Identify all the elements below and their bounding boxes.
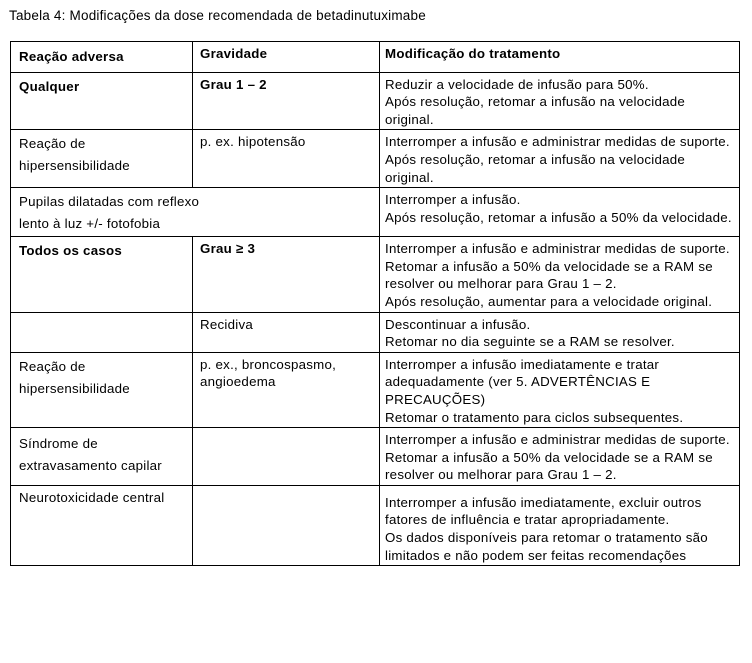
severity-cell: p. ex., broncospasmo, angioedema [193, 352, 380, 427]
modification-line: Retomar o tratamento para ciclos subsequentes. [385, 409, 684, 425]
table-row [11, 485, 740, 565]
table-row [11, 237, 740, 312]
modification-line: Interromper a infusão e administrar medidas de suporte. [385, 432, 730, 448]
modification-line: Retomar no dia seguinte se a RAM se resolver. [385, 334, 675, 350]
modification-line: Interromper a infusão. [385, 192, 521, 208]
modification-cell [380, 428, 740, 486]
modification-line: Após resolução, retomar a infusão a 50% da velocidade. [385, 209, 732, 225]
reaction-cell: Síndrome de extravasamento capilar [11, 428, 193, 486]
modification-line: Após resolução, retomar a infusão na velocidade original. [385, 94, 686, 127]
reaction-cell: Reação de hipersensibilidade [11, 352, 193, 427]
table-header-row [11, 42, 740, 73]
severity-cell: Grau ≥ 3 [193, 237, 380, 312]
modification-cell [380, 237, 740, 312]
severity-cell: Recidiva [193, 312, 380, 352]
modification-line: Após resolução, retomar a infusão na velocidade original. [385, 151, 686, 185]
modification-cell [380, 72, 740, 130]
reaction-cell: Pupilas dilatadas com reflexo lento à luz +/- fotofobia [11, 188, 380, 237]
modification-line: Interromper a infusão e administrar medidas de suporte. [385, 241, 730, 257]
severity-cell [193, 428, 380, 486]
table-row [11, 72, 740, 130]
reaction-cell: Todos os casos [11, 237, 193, 312]
severity-cell: Grau 1 – 2 [193, 72, 380, 130]
severity-cell [193, 485, 380, 565]
table-row [11, 352, 740, 427]
reaction-cell: Reação de hipersensibilidade [11, 130, 193, 188]
modification-line: Retomar a infusão a 50% da velocidade se a RAM se resolver ou melhorar para Grau 1 – 2. [385, 449, 713, 483]
modification-line: Reduzir a velocidade de infusão para 50%. [385, 76, 649, 92]
table-row [11, 188, 740, 237]
modification-line: Os dados disponíveis para retomar o tratamento são limitados e não podem ser feitas recomendações [385, 530, 708, 563]
reaction-cell: Neurotoxicidade central [11, 485, 193, 565]
modification-cell [380, 352, 740, 427]
modification-cell [380, 312, 740, 352]
dose-modification-table [10, 41, 740, 566]
modification-line: Interromper a infusão e administrar medidas de suporte. [385, 134, 730, 150]
modification-line: Descontinuar a infusão. [385, 316, 531, 332]
header-adverse-reaction: Reação adversa [11, 42, 193, 73]
modification-line: Interromper a infusão imediatamente, excluir outros fatores de influência e tratar apropriadamente. [385, 494, 702, 528]
table-caption: Tabela 4: Modificações da dose recomendada de betadinutuximabe [9, 8, 426, 23]
severity-cell: p. ex. hipotensão [193, 130, 380, 188]
modification-line: Após resolução, aumentar para a velocidade original. [385, 293, 713, 309]
modification-line: Retomar a infusão a 50% da velocidade se a RAM se resolver ou melhorar para Grau 1 – 2. [385, 258, 713, 292]
reaction-cell: Qualquer [11, 72, 193, 130]
reaction-cell [11, 312, 193, 352]
modification-cell [380, 485, 740, 565]
table-row [11, 428, 740, 486]
modification-line: Interromper a infusão imediatamente e tratar adequadamente (ver 5. ADVERTÊNCIAS E PRECAUÇÕES) [385, 356, 660, 407]
table-row [11, 130, 740, 188]
modification-cell [380, 188, 740, 237]
header-severity: Gravidade [193, 42, 380, 73]
header-treatment-modification: Modificação do tratamento [380, 42, 740, 73]
modification-cell [380, 130, 740, 188]
table-row [11, 312, 740, 352]
